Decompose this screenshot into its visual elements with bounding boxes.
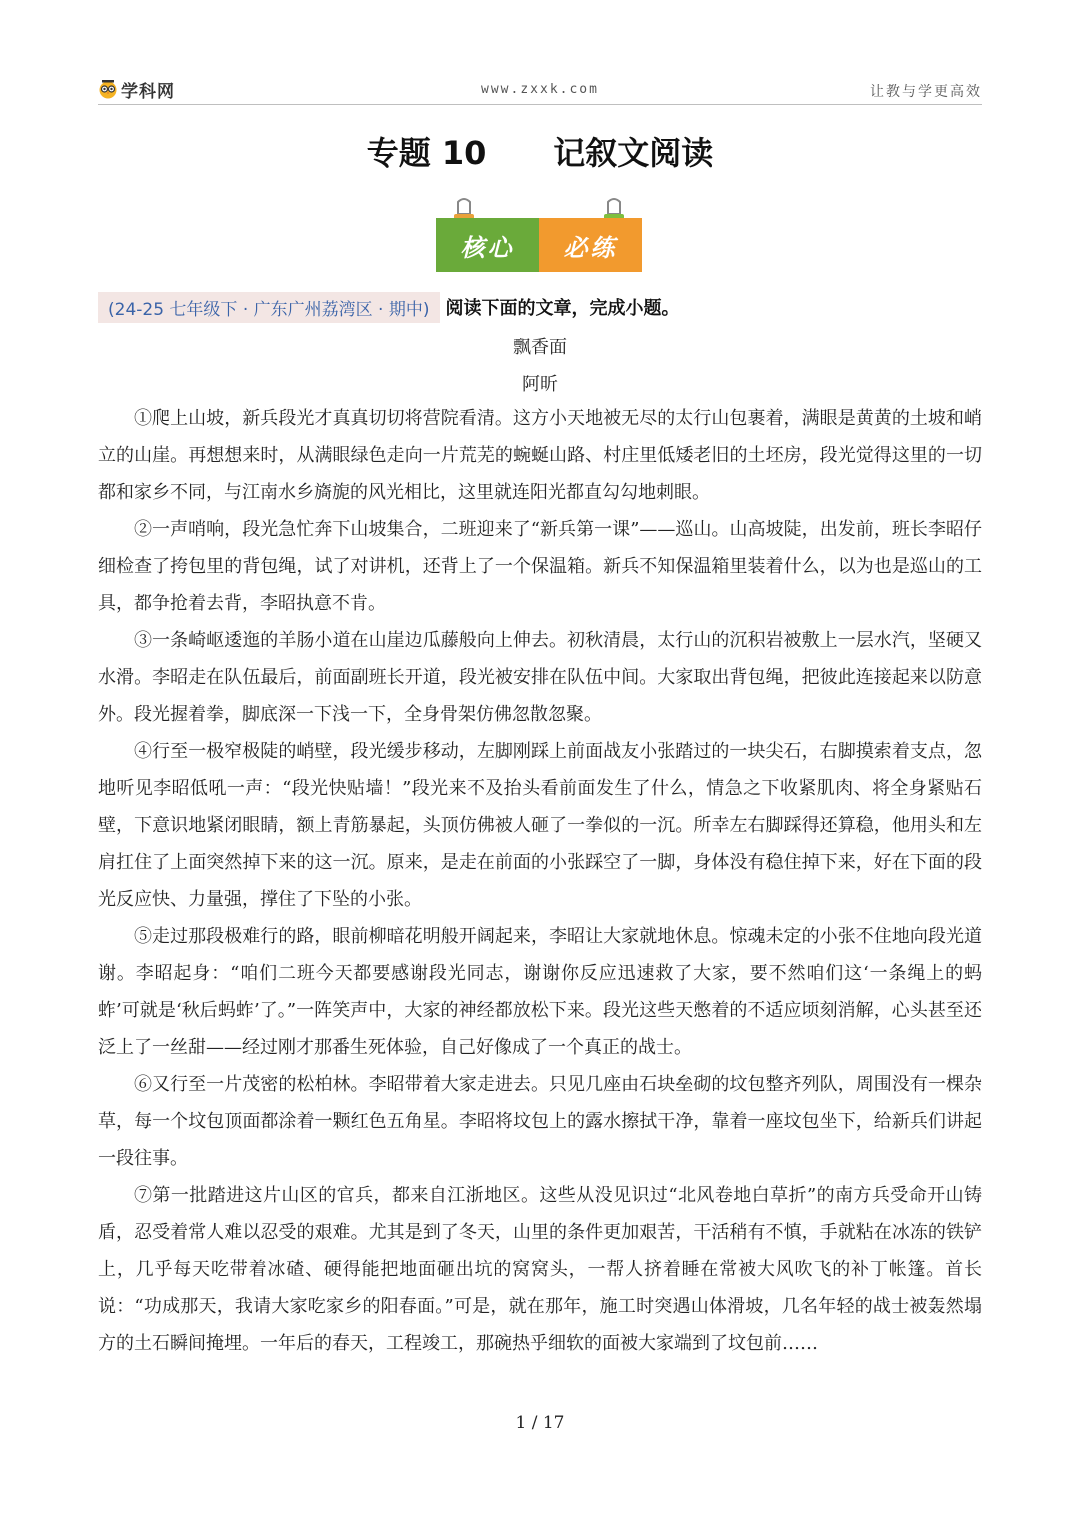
paragraph: ⑦第一批踏进这片山区的官兵，都来自江浙地区。这些从没见识过“北风卷地白草折”的南方兵受命开山铸盾，忍受着常人难以忍受的艰难。尤其是到了冬天，山里的条件更加艰苦，干活稍有不慎，手就粘在冰冻的铁铲上，几乎每天吃带着冰碴、硬得能把地面砸出坑的窝窝头，一帮人挤着睡在常被大风吹飞的补丁帐篷。首长说：“功成那天，我请大家吃家乡的阳春面。”可是，就在那年，施工时突遇山体滑坡，几名年轻的战士被轰然塌方的土石瞬间掩埋。一年后的春天，工程竣工，那碗热乎细软的面被大家端到了坟包前…… — [98, 1185, 982, 1354]
article-title: 飘香面 — [513, 337, 567, 358]
paragraph: ⑥又行至一片茂密的松柏林。李昭带着大家走进去。只见几座由石块垒砌的坟包整齐列队，周围没有一棵杂草，每一个坟包顶面都涂着一颗红色五角星。李昭将坟包上的露水擦拭干净，靠着一座坟包坐下，给新兵们讲起一段往事。 — [98, 1074, 982, 1169]
question-line — [98, 291, 680, 323]
article-body — [98, 400, 982, 1362]
document-title: 专题 10 记叙文阅读 — [366, 134, 714, 172]
source-tag: (24-25 七年级下 · 广东广州荔湾区 · 期中) — [98, 292, 440, 323]
badge-right: 必练 — [539, 218, 642, 272]
paragraph: ②一声哨响，段光急忙奔下山坡集合，二班迎来了“新兵第一课”——巡山。山高坡陡，出发前，班长李昭仔细检查了挎包里的背包绳，试了对讲机，还背上了一个保温箱。新兵不知保温箱里装着什么，以为也是巡山的工具，都争抢着去背，李昭执意不肯。 — [98, 519, 982, 614]
paragraph: ④行至一极窄极陡的峭壁，段光缓步移动，左脚刚踩上前面战友小张踏过的一块尖石，右脚摸索着支点，忽地听见李昭低吼一声：“段光快贴墙！”段光来不及抬头看前面发生了什么，情急之下收紧肌肉、将全身紧贴石壁，下意识地紧闭眼睛，额上青筋暴起，头顶仿佛被人砸了一拳似的一沉。所幸左右脚踩得还算稳，他用头和左肩扛住了上面突然掉下来的这一沉。原来，是走在前面的小张踩空了一脚，身体没有稳住掉下来，好在下面的段光反应快、力量强，撑住了下坠的小张。 — [98, 741, 982, 910]
site-url: www.zxxk.com — [481, 82, 599, 97]
logo-text: 学科网 — [121, 81, 175, 102]
paragraph: ⑤走过那段极难行的路，眼前柳暗花明般开阔起来，李昭让大家就地休息。惊魂未定的小张不住地向段光道谢。李昭起身：“咱们二班今天都要感谢段光同志，谢谢你反应迅速救了大家，要不然咱们这‘一条绳上的蚂蚱’可就是‘秋后蚂蚱’了。”一阵笑声中，大家的神经都放松下来。段光这些天憋着的不适应顷刻消解，心头甚至还泛上了一丝甜——经过刚才那番生死体验，自己好像成了一个真正的战士。 — [98, 926, 982, 1058]
section-badge — [436, 198, 642, 276]
paragraph: ①爬上山坡，新兵段光才真真切切将营院看清。这方小天地被无尽的太行山包裹着，满眼是黄黄的土坡和峭立的山崖。再想想来时，从满眼绿色走向一片荒芜的蜿蜒山路、村庄里低矮老旧的土坯房，段光觉得这里的一切都和家乡不同，与江南水乡旖旎的风光相比，这里就连阳光都直勾勾地刺眼。 — [98, 408, 982, 503]
header-slogan: 让教与学更高效 — [870, 84, 982, 100]
page-number: 1 / 17 — [515, 1413, 565, 1433]
badge-left: 核心 — [436, 218, 539, 272]
page-header — [98, 74, 982, 105]
question-instruction: 阅读下面的文章，完成小题。 — [445, 298, 680, 319]
article-author: 阿昕 — [522, 374, 558, 395]
paragraph: ③一条崎岖逶迤的羊肠小道在山崖边瓜藤般向上伸去。初秋清晨，太行山的沉积岩被敷上一层水汽，坚硬又水滑。李昭走在队伍最后，前面副班长开道，段光被安排在队伍中间。大家取出背包绳，把彼此连接起来以防意外。段光握着拳，脚底深一下浅一下，全身骨架仿佛忽散忽聚。 — [98, 630, 982, 725]
